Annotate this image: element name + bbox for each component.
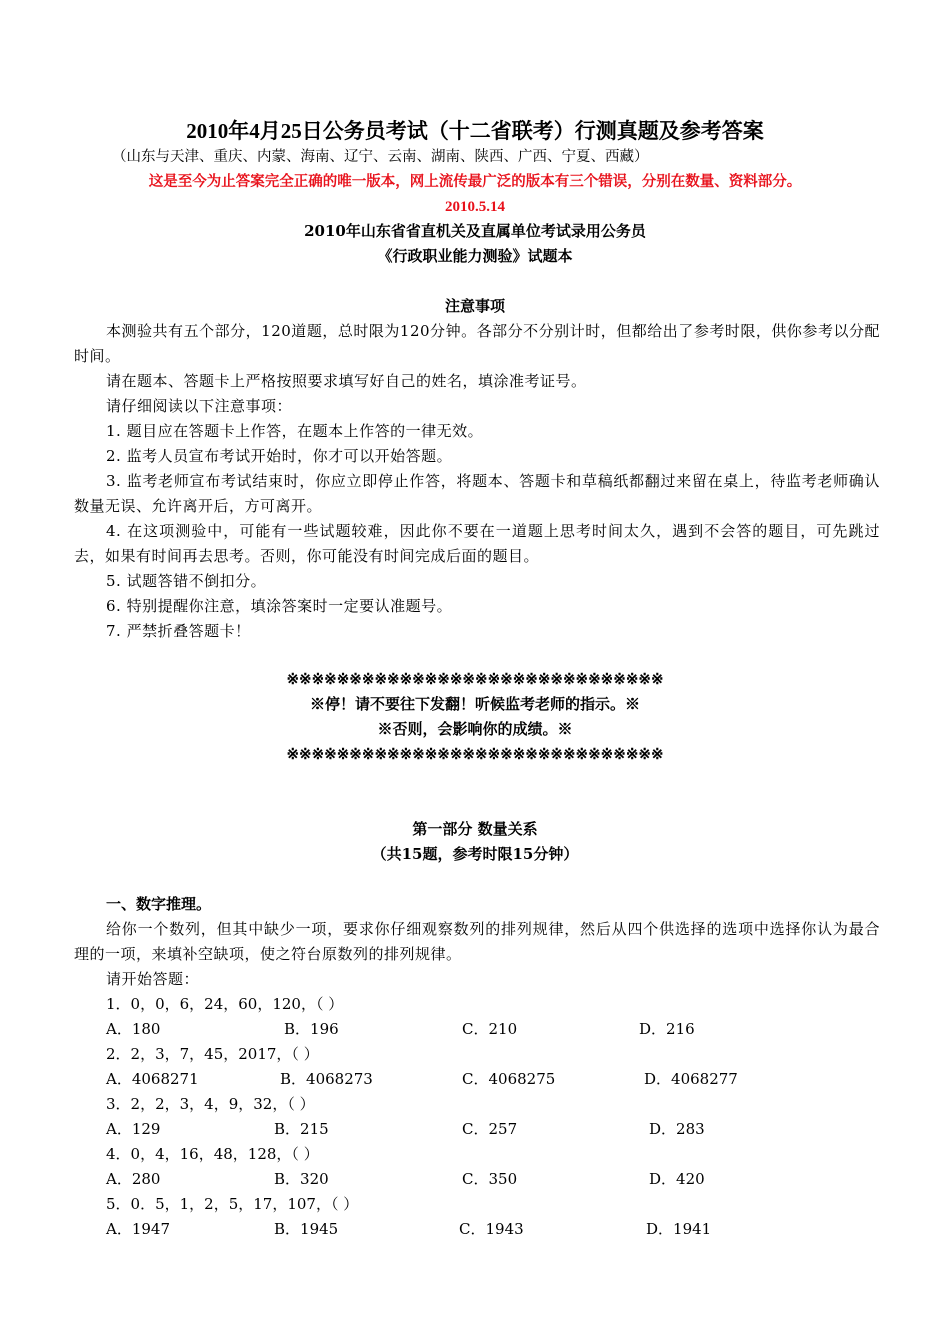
question-4-option-c: C．350 xyxy=(462,1170,518,1188)
question-2-option-b: B．4068273 xyxy=(280,1070,373,1088)
question-4-stem: 4．0，4，16，48，128，（ ） xyxy=(106,1145,319,1163)
question-1-option-d: D．216 xyxy=(639,1020,695,1038)
notes-intro: 本测验共有五个部分，120道题，总时限为120分钟。各部分不分别计时，但都给出了参考时限，供你参考以分配时间。 xyxy=(74,322,880,365)
notes-fill-info: 请在题本、答题卡上严格按照要求填写好自己的姓名，填涂准考证号。 xyxy=(106,372,587,390)
question-4-option-b: B．320 xyxy=(274,1170,329,1188)
question-1-option-a: A．180 xyxy=(106,1020,161,1038)
question-2-option-a: A．4068271 xyxy=(106,1070,199,1088)
question-2-stem: 2．2，3，7，45，2017，（ ） xyxy=(106,1045,319,1063)
question-1-stem: 1．0，0，6，24，60，120，（ ） xyxy=(106,995,344,1013)
question-5-option-b: B．1945 xyxy=(274,1220,339,1238)
note-item-2: 2. 监考人员宣布考试开始时，你才可以开始答题。 xyxy=(106,447,453,465)
question-4-option-a: A．280 xyxy=(106,1170,161,1188)
version-date: 2010.5.14 xyxy=(445,199,505,215)
question-2-option-d: D．4068277 xyxy=(644,1070,738,1088)
question-5-option-a: A．1947 xyxy=(106,1220,171,1238)
notes-read: 请仔细阅读以下注意事项： xyxy=(106,397,293,415)
booklet-name: 《行政职业能力测验》试题本 xyxy=(377,247,573,265)
start-prompt: 请开始答题： xyxy=(106,970,200,988)
warning-otherwise: ※否则，会影响你的成绩。※ xyxy=(377,720,573,738)
notes-heading: 注意事项 xyxy=(444,297,505,315)
document-title: 2010年4月25日公务员考试（十二省联考）行测真题及参考答案 xyxy=(186,119,764,143)
exam-name: 2010年山东省省直机关及直属单位考试录用公务员 xyxy=(304,222,646,240)
question-4-option-d: D．420 xyxy=(649,1170,705,1188)
question-1-option-c: C．210 xyxy=(462,1020,518,1038)
question-3-option-a: A．129 xyxy=(106,1120,161,1138)
note-item-6: 6. 特别提醒你注意，填涂答案时一定要认准题号。 xyxy=(106,597,453,615)
question-5-option-c: C．1943 xyxy=(459,1220,524,1238)
question-5-stem: 5．0．5，1，2，5，17，107，（ ） xyxy=(106,1195,359,1213)
question-3-stem: 3．2，2，3，4，9，32，（ ） xyxy=(106,1095,315,1113)
note-item-5: 5. 试题答错不倒扣分。 xyxy=(106,572,267,590)
warning-stars-top: ※※※※※※※※※※※※※※※※※※※※※※※※※※※※※※ xyxy=(286,670,664,688)
note-item-3: 3. 监考老师宣布考试结束时，你应立即停止作答，将题本、答题卡和草稿纸都翻过来留在桌上，待监考老师确认数量无误、允许离开后，方可离开。 xyxy=(74,472,880,515)
note-item-1: 1. 题目应在答题卡上作答，在题本上作答的一律无效。 xyxy=(106,422,484,440)
question-5-option-d: D．1941 xyxy=(646,1220,712,1238)
question-3-option-c: C．257 xyxy=(462,1120,518,1138)
accuracy-notice: 这是至今为止答案完全正确的唯一版本，网上流传最广泛的版本有三个错误，分别在数量、资料部分。 xyxy=(148,173,802,190)
note-item-4: 4. 在这项测验中，可能有一些试题较难，因此你不要在一道题上思考时间太久，遇到不会答的题目，可先跳过去，如果有时间再去思考。否则，你可能没有时间完成后面的题目。 xyxy=(74,522,880,565)
part1-heading: 第一部分 数量关系 xyxy=(412,820,538,838)
question-3-option-d: D．283 xyxy=(649,1120,705,1138)
section-instructions: 给你一个数列，但其中缺少一项，要求你仔细观察数列的排列规律，然后从四个供选择的选项中选择你认为最合理的一项，来填补空缺项，使之符台原数列的排列规律。 xyxy=(74,920,880,963)
question-3-option-b: B．215 xyxy=(274,1120,329,1138)
warning-stop: ※停！请不要往下发翻！听候监考老师的指示。※ xyxy=(309,695,640,713)
question-2-option-c: C．4068275 xyxy=(462,1070,556,1088)
provinces-line: （山东与天津、重庆、内蒙、海南、辽宁、云南、湖南、陕西、广西、宁夏、西藏） xyxy=(112,149,649,165)
warning-stars-bottom: ※※※※※※※※※※※※※※※※※※※※※※※※※※※※※※ xyxy=(286,745,664,763)
note-item-7: 7. 严禁折叠答题卡！ xyxy=(106,622,251,640)
question-1-option-b: B．196 xyxy=(284,1020,339,1038)
section-title: 一、数字推理。 xyxy=(106,895,212,913)
part1-subheading: （共15题，参考时限15分钟） xyxy=(371,845,579,863)
